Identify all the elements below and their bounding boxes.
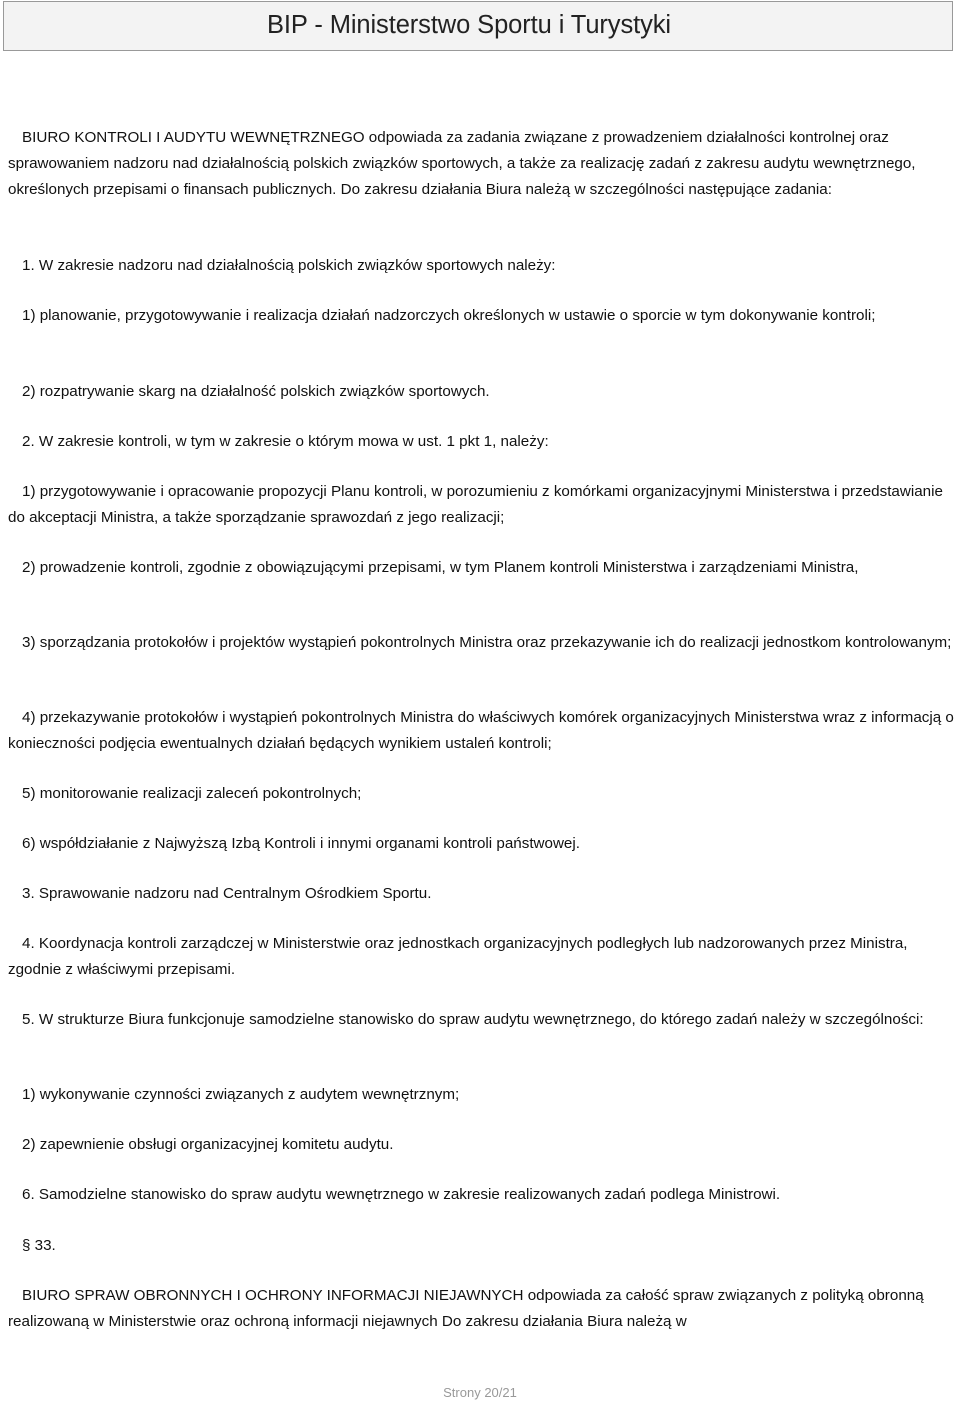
header-title: BIP - Ministerstwo Sportu i Turystyki — [267, 11, 671, 39]
page-number: Strony 20/21 — [443, 1385, 517, 1400]
section-5-item-1: 1) wykonywanie czynności związanych z audytem wewnętrznym; — [22, 1086, 460, 1103]
document-header — [3, 1, 953, 51]
section-5-item-2: 2) zapewnienie obsługi organizacyjnej komitetu audytu. — [22, 1136, 394, 1153]
section-1-item-2: 2) rozpatrywanie skarg na działalność polskich związków sportowych. — [22, 383, 490, 400]
section-5-heading: 5. W strukturze Biura funkcjonuje samodzielne stanowisko do spraw audytu wewnętrznego, do którego zadań należy w szczególności: — [22, 1011, 924, 1028]
section-2-heading: 2. W zakresie kontroli, w tym w zakresie o którym mowa w ust. 1 pkt 1, należy: — [22, 433, 549, 450]
section-1-heading: 1. W zakresie nadzoru nad działalnością polskich związków sportowych należy: — [22, 257, 556, 274]
section-3: 3. Sprawowanie nadzoru nad Centralnym Ośrodkiem Sportu. — [22, 885, 432, 902]
paragraph-intro: BIURO KONTROLI I AUDYTU WEWNĘTRZNEGO odpowiada za zadania związane z prowadzeniem działalności kontrolnej oraz sprawowaniem nadzoru nad działalnością polskich związków sportowych, a także za realizację zadań z zakresu audytu wewnętrznego, określonych przepisami o finansach publicznych. Do zakresu działania Biura należą w szczególności następujące zadania: — [8, 129, 916, 198]
section-2-item-6: 6) współdziałanie z Najwyższą Izbą Kontroli i innymi organami kontroli państwowej. — [22, 835, 580, 852]
section-2-item-1: 1) przygotowywanie i opracowanie propozycji Planu kontroli, w porozumieniu z komórkami organizacyjnymi Ministerstwa i przedstawianie do akceptacji Ministra, a także sporządzanie sprawozdań z jego realizacji; — [8, 483, 943, 526]
section-2-item-3: 3) sporządzania protokołów i projektów wystąpień pokontrolnych Ministra oraz przekazywanie ich do realizacji jednostkom kontrolowanym; — [22, 634, 952, 651]
section-2-item-4: 4) przekazywanie protokołów i wystąpień pokontrolnych Ministra do właściwych komórek organizacyjnych Ministerstwa wraz z informacją o konieczności podjęcia ewentualnych działań będących wynikiem ustaleń kontroli; — [8, 709, 954, 752]
section-mark-33: § 33. — [22, 1237, 56, 1254]
section-6: 6. Samodzielne stanowisko do spraw audytu wewnętrznego w zakresie realizowanych zadań podlega Ministrowi. — [22, 1186, 781, 1203]
section-2-item-2: 2) prowadzenie kontroli, zgodnie z obowiązującymi przepisami, w tym Planem kontroli Ministerstwa i zarządzeniami Ministra, — [22, 559, 859, 576]
section-4: 4. Koordynacja kontroli zarządczej w Ministerstwie oraz jednostkach organizacyjnych podległych lub nadzorowanych przez Ministra, zgodnie z właściwymi przepisami. — [8, 935, 908, 978]
section-2-item-5: 5) monitorowanie realizacji zaleceń pokontrolnych; — [22, 785, 362, 802]
paragraph-defence-office: BIURO SPRAW OBRONNYCH I OCHRONY INFORMACJI NIEJAWNYCH odpowiada za całość spraw związanych z polityką obronną realizowaną w Ministerstwie oraz ochroną informacji niejawnych Do zakresu działania Biura należą w — [8, 1287, 924, 1330]
section-1-item-1: 1) planowanie, przygotowywanie i realizacja działań nadzorczych określonych w ustawie o sporcie w tym dokonywanie kontroli; — [22, 307, 876, 324]
